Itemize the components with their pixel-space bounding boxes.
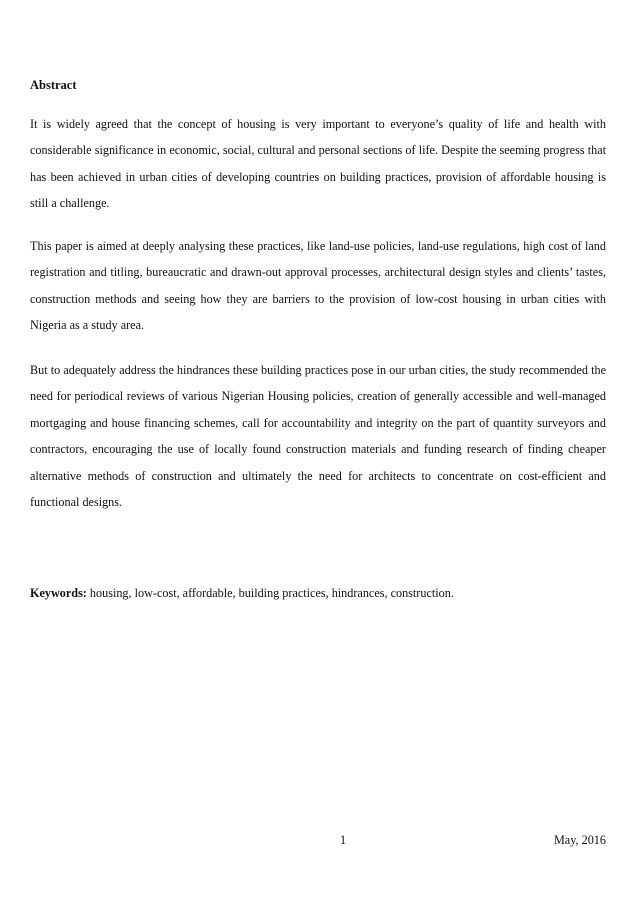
abstract-paragraph: This paper is aimed at deeply analysing these practices, like land-use policies, land-use regulations, high cost of land registration and titling, bureaucratic and drawn-out approval processes, architectural design styles and clients’ tastes, construction methods and seeing how they are barriers to the provision of low-cost housing in urban cities with Nigeria as a study area. — [30, 239, 606, 333]
abstract-heading: Abstract — [30, 78, 77, 92]
abstract-paragraph: It is widely agreed that the concept of housing is very important to everyone’s quality of life and health with considerable significance in economic, social, cultural and personal sections of life. Despite the seeming progress that has been achieved in urban cities of developing countries on building practices, provision of affordable housing is still a challenge. — [30, 117, 606, 211]
footer-date: May, 2016 — [553, 833, 606, 847]
page-number: 1 — [340, 833, 347, 847]
keywords-text: housing, low-cost, affordable, building practices, hindrances, construction. — [86, 586, 454, 600]
keywords-label: Keywords: — [30, 586, 87, 600]
keywords-line — [30, 584, 606, 602]
abstract-paragraph: But to adequately address the hindrances these building practices pose in our urban cities, the study recommended the need for periodical reviews of various Nigerian Housing policies, creation of generally accessible and well-managed mortgaging and house financing schemes, call for accountability and integrity on the part of quantity surveyors and contractors, encouraging the use of locally found construction materials and funding research of finding cheaper alternative methods of construction and ultimately the need for architects to concentrate on cost-efficient and functional designs. — [30, 363, 606, 510]
